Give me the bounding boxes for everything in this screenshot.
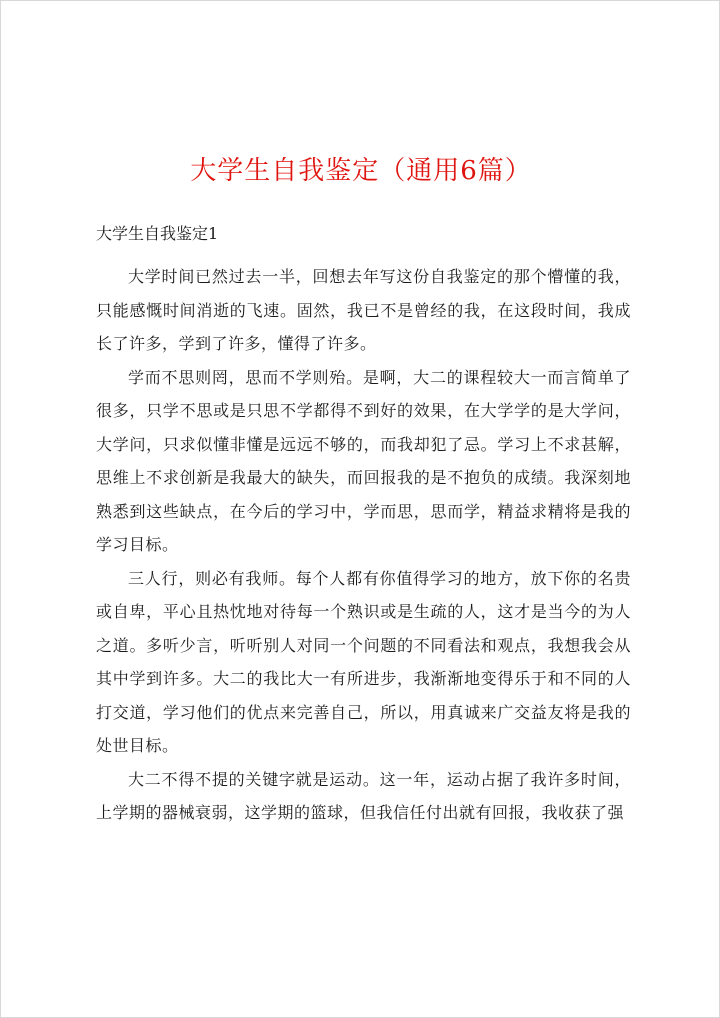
section-heading: 大学生自我鉴定1: [96, 224, 219, 243]
paragraph: 大二不得不提的关键字就是运动。这一年，运动占据了我许多时间，上学期的器械衰弱，这学期的篮球，但我信任付出就有回报，我收获了强: [96, 769, 631, 822]
paragraph: 大学时间已然过去一半，回想去年写这份自我鉴定的那个懵懂的我，只能感慨时间消逝的飞速。固然，我已不是曾经的我，在这段时间，我成长了许多，学到了许多，懂得了许多。: [96, 267, 631, 353]
paragraph: 三人行，则必有我师。每个人都有你值得学习的地方，放下你的名贵或自卑，平心且热忱地对待每一个熟识或是生疏的人，这才是当今的为人之道。多听少言，听听别人对同一个问题的不同看法和观点，我想我会从其中学到许多。大二的我比大一有所进步，我渐渐地变得乐于和不同的人打交道，学习他们的优点来完善自己，所以，用真诚来广交益友将是我的处世目标。: [96, 568, 631, 755]
document-body: [96, 260, 631, 830]
paragraph: 学而不思则罔，思而不学则殆。是啊，大二的课程较大一而言简单了很多，只学不思或是只思不学都得不到好的效果，在大学学的是大学问，大学问，只求似懂非懂是远远不够的，而我却犯了忌。学习上不求甚解，思维上不求创新是我最大的缺失，而回报我的是不抱负的成绩。我深刻地熟悉到这些缺点，在今后的学习中，学而思，思而学，精益求精将是我的学习目标。: [96, 367, 631, 554]
document-title: 大学生自我鉴定（通用6篇）: [190, 156, 532, 186]
